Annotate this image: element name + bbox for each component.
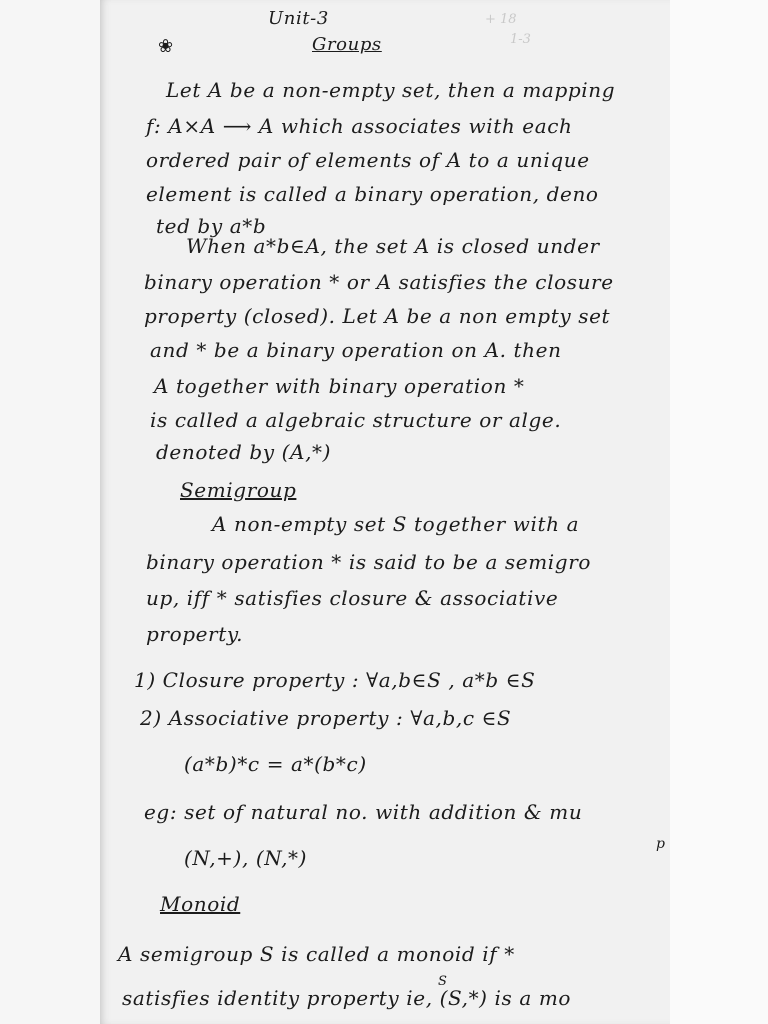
text-line: up, iff * satisfies closure & associative: [146, 586, 559, 610]
text-line: binary operation * or A satisfies the closure: [144, 270, 614, 294]
text-line: and * be a binary operation on A. then: [150, 338, 562, 362]
text-line: Let A be a non-empty set, then a mapping: [166, 78, 616, 102]
flourish-icon: ❀: [158, 36, 174, 57]
text-line: satisfies identity property ie, (S,*) is a mo: [122, 986, 572, 1010]
text-line: denoted by (A,*): [156, 440, 332, 464]
topic-heading: Groups: [312, 34, 382, 55]
bleed-through-text: + 18: [485, 12, 517, 27]
superscript-s: S: [438, 974, 448, 989]
example-sets: (N,+), (N,*): [184, 846, 308, 870]
text-line: A non-empty set S together with a: [212, 512, 580, 536]
text-line: property (closed). Let A be a non empty set: [144, 304, 611, 328]
text-line: element is called a binary operation, deno: [146, 182, 599, 206]
notebook-page: [100, 0, 670, 1024]
text-line: A together with binary operation *: [154, 374, 525, 398]
semigroup-heading: Semigroup: [180, 478, 297, 502]
text-line: A semigroup S is called a monoid if *: [118, 942, 515, 966]
unit-title: Unit-3: [268, 8, 329, 29]
example-line: eg: set of natural no. with addition & mu: [144, 800, 583, 824]
bleed-through-text: 1-3: [510, 32, 531, 47]
text-line: ordered pair of elements of A to a unique: [146, 148, 590, 172]
example-tail: p: [656, 836, 666, 852]
text-line: f: A×A ⟶ A which associates with each: [146, 114, 573, 138]
property-line: 1) Closure property : ∀a,b∈S , a*b ∈S: [134, 668, 536, 692]
left-margin: [0, 0, 100, 1024]
right-margin: [670, 0, 768, 1024]
text-line: When a*b∈A, the set A is closed under: [186, 234, 600, 258]
text-line: property.: [146, 622, 244, 646]
text-line: binary operation * is said to be a semigro: [146, 550, 591, 574]
formula-line: (a*b)*c = a*(b*c): [184, 752, 367, 776]
text-line: is called a algebraic structure or alge.: [150, 408, 562, 432]
monoid-heading: Monoid: [160, 892, 241, 916]
text-line: ted by a*b: [156, 214, 267, 238]
property-line: 2) Associative property : ∀a,b,c ∈S: [140, 706, 512, 730]
